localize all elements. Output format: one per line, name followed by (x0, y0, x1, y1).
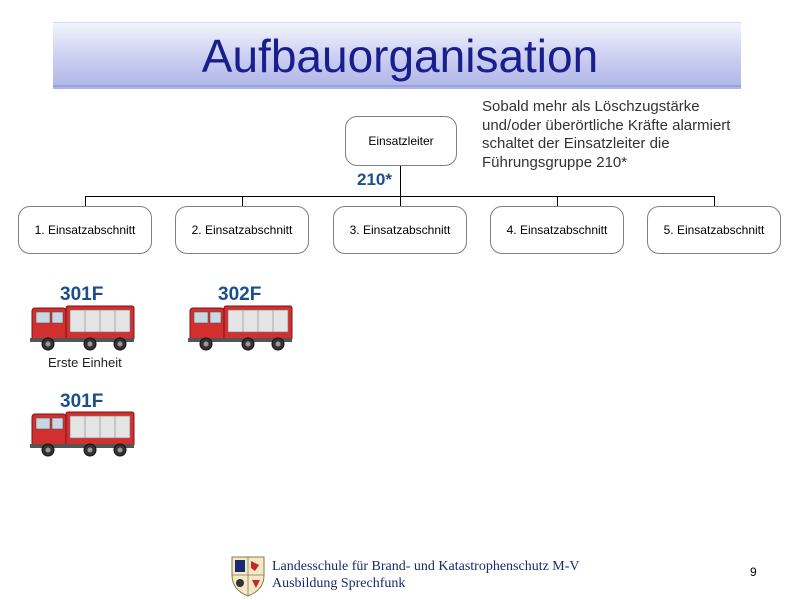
section-box-1 (18, 206, 152, 254)
connector-section-3 (400, 196, 401, 206)
section-label-2: 2. Einsatzabschnitt (191, 223, 293, 237)
unit-label-3: 301F (60, 391, 104, 412)
unit-caption: Erste Einheit (48, 355, 122, 370)
section-box-2 (175, 206, 309, 254)
connector-section-2 (242, 196, 243, 206)
title-rule (53, 85, 741, 87)
section-label-1: 1. Einsatzabschnitt (34, 223, 136, 237)
section-label-3: 3. Einsatzabschnitt (349, 223, 451, 237)
leader-box-label: Einsatzleiter (368, 134, 434, 148)
section-box-4 (490, 206, 624, 254)
unit-label-1: 301F (60, 284, 104, 305)
note-text: Sobald mehr als Löschzugstärke und/oder überörtliche Kräfte alarmiert schaltet der Einsatzleiter die Führungsgruppe 210* (482, 98, 731, 171)
coat-of-arms-icon (230, 555, 266, 597)
footer-subtitle: Ausbildung Sprechfunk (272, 576, 406, 591)
connector-leader-down (400, 166, 401, 196)
connector-section-5 (714, 196, 715, 206)
fire-truck-icon (30, 302, 136, 352)
leader-box (345, 116, 457, 166)
footer-institution: Landesschule für Brand- und Katastrophenschutz M-V (272, 559, 580, 574)
section-box-5 (647, 206, 781, 254)
page-number: 9 (750, 565, 757, 579)
section-label-5: 5. Einsatzabschnitt (663, 223, 765, 237)
connector-section-1 (85, 196, 86, 206)
unit-label-2: 302F (218, 284, 262, 305)
section-box-3 (333, 206, 467, 254)
connector-section-4 (557, 196, 558, 206)
fire-truck-icon (188, 302, 294, 352)
slide-title: Aufbauorganisation (201, 30, 599, 82)
leader-code: 210* (357, 170, 392, 189)
fire-truck-icon (30, 408, 136, 458)
section-label-4: 4. Einsatzabschnitt (506, 223, 608, 237)
